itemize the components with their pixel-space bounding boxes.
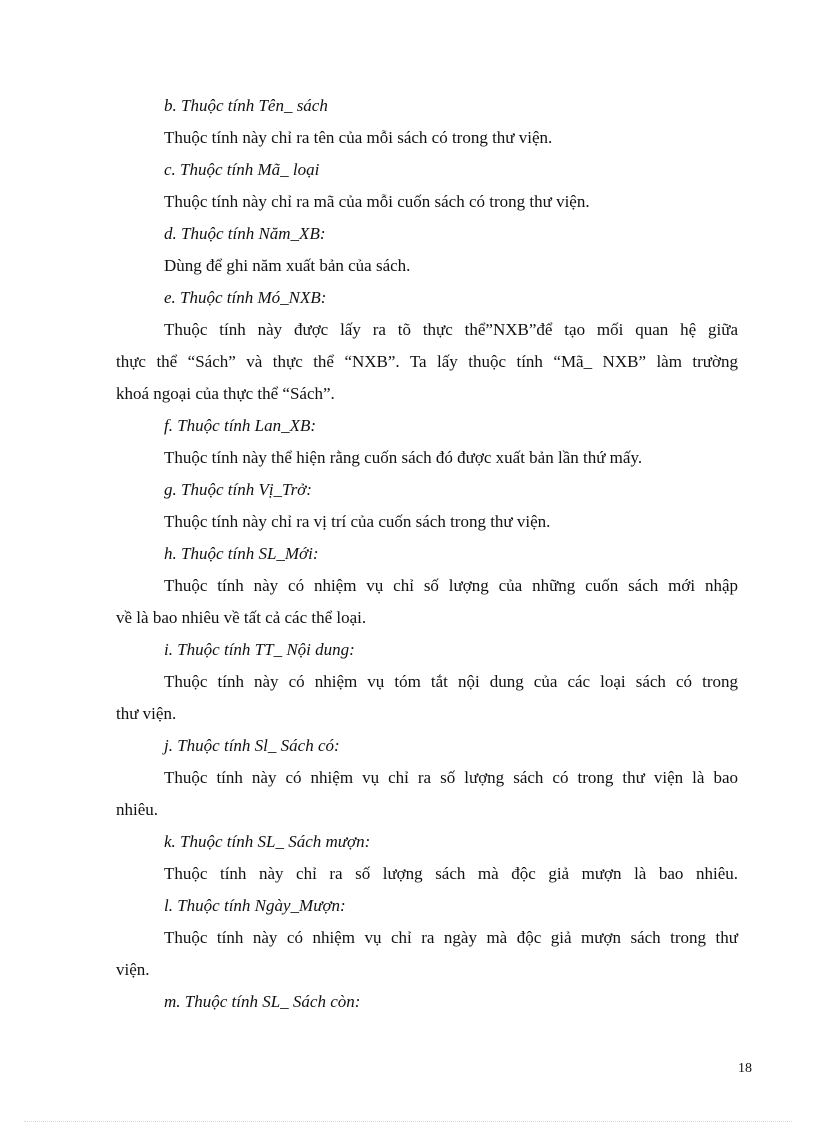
paragraph-line: viện.	[116, 960, 150, 979]
section-heading: l. Thuộc tính Ngày_Mượn:	[164, 896, 346, 915]
paragraph-line: khoá ngoại của thực thể “Sách”.	[116, 384, 335, 403]
section-heading: g. Thuộc tính Vị_Trở:	[164, 480, 312, 499]
section-heading: d. Thuộc tính Năm_XB:	[164, 224, 326, 243]
section-heading: k. Thuộc tính SL_ Sách mượn:	[164, 832, 371, 851]
paragraph-line: Thuộc tính này chỉ ra tên của mỗi sách có trong thư viện.	[164, 128, 553, 147]
section-heading: m. Thuộc tính SL_ Sách còn:	[164, 992, 361, 1011]
paragraph-line: thực thể “Sách” và thực thể “NXB”. Ta lấy thuộc tính “Mã_ NXB” làm trường	[116, 352, 738, 371]
paragraph-line: Thuộc tính này có nhiệm vụ chỉ ra số lượng sách có trong thư viện là bao	[164, 768, 738, 787]
body-text	[116, 90, 738, 1018]
section-heading: h. Thuộc tính SL_Mới:	[164, 544, 319, 563]
section-heading: f. Thuộc tính Lan_XB:	[164, 416, 317, 435]
paragraph-line: thư viện.	[116, 704, 177, 723]
section-heading: b. Thuộc tính Tên_ sách	[164, 96, 328, 115]
paragraph-line: Thuộc tính này có nhiệm vụ chỉ số lượng của những cuốn sách mới nhập	[164, 576, 738, 595]
paragraph-line: về là bao nhiêu về tất cả các thể loại.	[116, 608, 367, 627]
page-bottom-border	[24, 1121, 792, 1122]
section-heading: i. Thuộc tính TT_ Nội dung:	[164, 640, 355, 659]
section-heading: c. Thuộc tính Mã_ loại	[164, 160, 320, 179]
page-number: 18	[738, 1061, 752, 1076]
paragraph-line: Thuộc tính này được lấy ra tõ thực thể”NXB”để tạo mối quan hệ giữa	[164, 320, 738, 339]
paragraph-line: Thuộc tính này có nhiệm vụ chỉ ra ngày mà độc giả mượn sách trong thư	[164, 928, 738, 947]
paragraph-line: Thuộc tính này chỉ ra số lượng sách mà độc giả mượn là bao nhiêu.	[164, 864, 738, 883]
paragraph-line: Dùng để ghi năm xuất bản của sách.	[164, 256, 411, 275]
section-heading: j. Thuộc tính Sl_ Sách có:	[164, 736, 340, 755]
paragraph-line: Thuộc tính này thể hiện rằng cuốn sách đó được xuất bản lần thứ mấy.	[164, 448, 643, 467]
paragraph-line: nhiêu.	[116, 800, 159, 819]
section-heading: e. Thuộc tính Mó_NXB:	[164, 288, 327, 307]
paragraph-line: Thuộc tính này chỉ ra vị trí của cuốn sách trong thư viện.	[164, 512, 551, 531]
paragraph-line: Thuộc tính này chỉ ra mã của mỗi cuốn sách có trong thư viện.	[164, 192, 590, 211]
paragraph-line: Thuộc tính này có nhiệm vụ tóm tắt nội dung của các loại sách có trong	[164, 672, 738, 691]
